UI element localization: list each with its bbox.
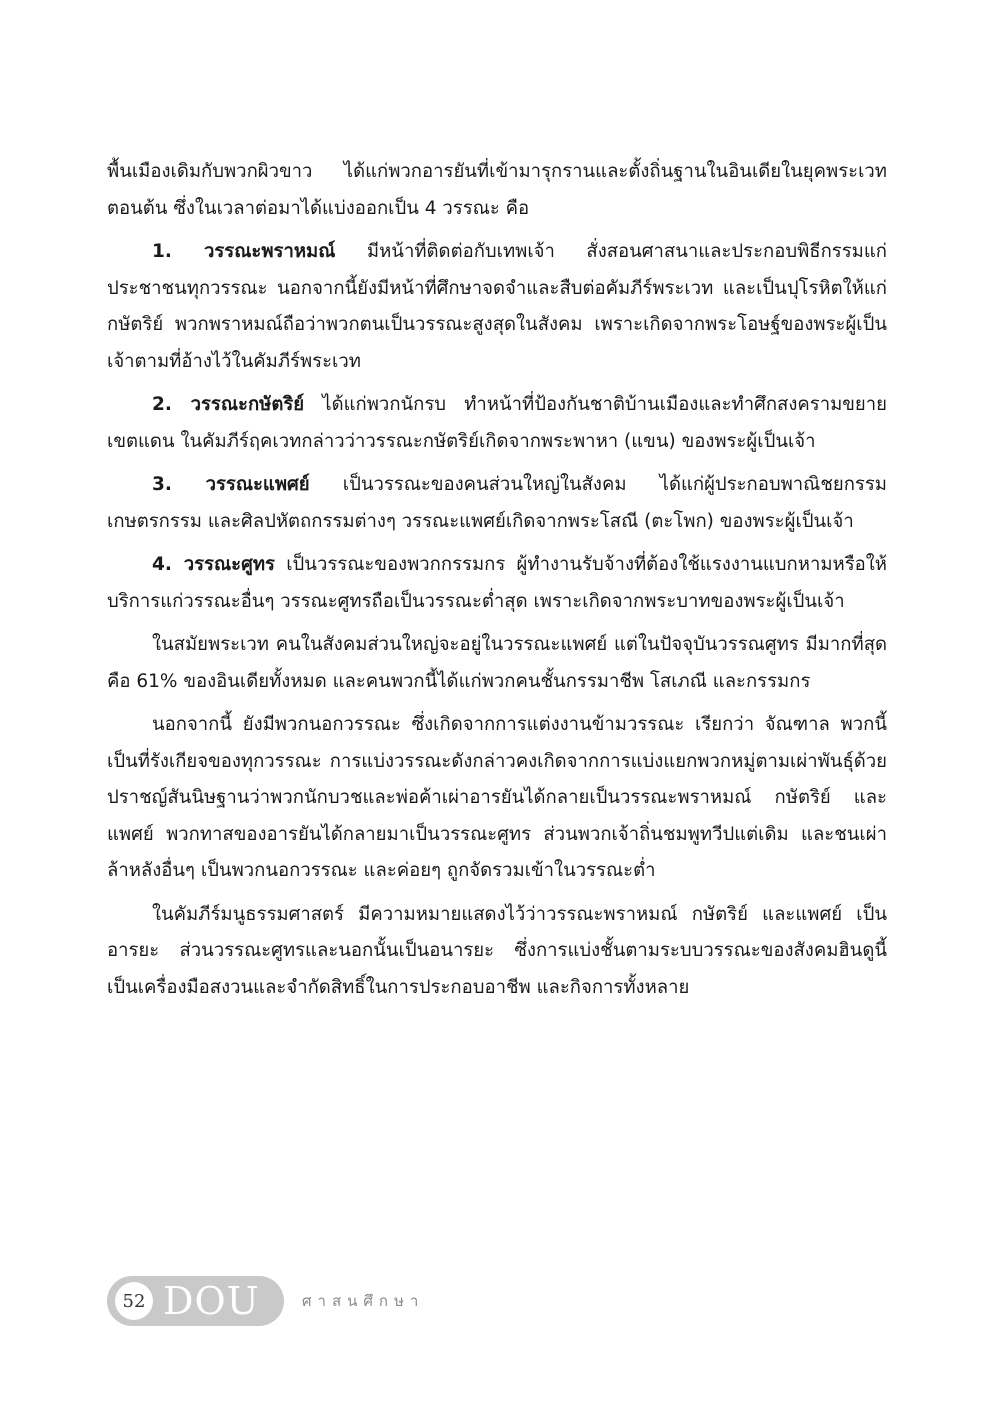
caste-label: 2. วรรณะกษัตริย์: [152, 394, 305, 415]
caste-item-vaishya: [107, 467, 887, 540]
caste-description: มีหน้าที่ติดต่อกับเทพเจ้า สั่งสอนศาสนาและประกอบพิธีกรรมแก่ประชาชนทุกวรรณะ นอกจากนี้ยังมีหน้าที่ศึกษาจดจำและสืบต่อคัมภีร์พระเวท และเป็นปุโรหิตให้แก่กษัตริย์ พวกพราหมณ์ถือว่าพวกตนเป็นวรรณะสูงสุดในสังคม เพราะเกิดจากพระโอษฐ์ของพระผู้เป็นเจ้าตามที่อ้างไว้ในคัมภีร์พระเวท: [107, 241, 887, 372]
page-body: [107, 154, 887, 1013]
caste-description: ได้แก่พวกนักรบ ทำหน้าที่ป้องกันชาติบ้านเมืองและทำศึกสงครามขยายเขตแดน ในคัมภีร์ฤคเวทกล่าวว่าวรรณะกษัตริย์เกิดจากพระพาหา (แขน) ของพระผู้เป็นเจ้า: [107, 394, 887, 452]
caste-item-kshatriya: [107, 387, 887, 460]
paragraph-outcaste: นอกจากนี้ ยังมีพวกนอกวรรณะ ซึ่งเกิดจากการแต่งงานข้ามวรรณะ เรียกว่า จัณฑาล พวกนี้เป็นที่รังเกียจของทุกวรรณะ การแบ่งวรรณะดังกล่าวคงเกิดจากการแบ่งแยกพวกหมู่ตามเผ่าพันธุ์ด้วย ปราชญ์สันนิษฐานว่าพวกนักบวชและพ่อค้าเผ่าอารยันได้กลายเป็นวรรณะพราหมณ์ กษัตริย์ และแพศย์ พวกทาสของอารยันได้กลายมาเป็นวรรณะศูทร ส่วนพวกเจ้าถิ่นชมพูทวีปแต่เดิม และชนเผ่าล้าหลังอื่นๆ เป็นพวกนอกวรรณะ และค่อยๆ ถูกจัดรวมเข้าในวรรณะต่ำ: [107, 714, 887, 881]
caste-description: เป็นวรรณะของพวกกรรมกร ผู้ทำงานรับจ้างที่ต้องใช้แรงงานแบกหามหรือให้บริการแก่วรรณะอื่นๆ วรรณะศูทรถือเป็นวรรณะต่ำสุด เพราะเกิดจากพระบาทของพระผู้เป็นเจ้า: [107, 554, 887, 612]
page-footer: [107, 1276, 424, 1326]
caste-description: เป็นวรรณะของคนส่วนใหญ่ในสังคม ได้แก่ผู้ประกอบพาณิชยกรรม เกษตรกรรม และศิลปหัตถกรรมต่างๆ วรรณะแพศย์เกิดจากพระโสณี (ตะโพก) ของพระผู้เป็นเจ้า: [107, 474, 888, 532]
caste-label: 4. วรรณะศูทร: [152, 554, 275, 575]
paragraph-manu: ในคัมภีร์มนูธรรมศาสตร์ มีความหมายแสดงไว้ว่าวรรณะพราหมณ์ กษัตริย์ และแพศย์ เป็นอารยะ ส่วนวรรณะศูทรและนอกนั้นเป็นอนารยะ ซึ่งการแบ่งชั้นตามระบบวรรณะของสังคมฮินดูนี้เป็นเครื่องมือสงวนและจำกัดสิทธิ์ในการประกอบอาชีพ และกิจการทั้งหลาย: [107, 903, 887, 998]
dou-logo: DOU: [163, 1279, 260, 1323]
page-number: 52: [115, 1282, 153, 1320]
paragraph-vedic-era: ในสมัยพระเวท คนในสังคมส่วนใหญ่จะอยู่ในวรรณะแพศย์ แต่ในปัจจุบันวรรณศูทร มีมากที่สุดคือ 61% ของอินเดียทั้งหมด และคนพวกนี้ได้แก่พวกคนชั้นกรรมาชีพ โสเภณี และกรรมกร: [107, 634, 887, 692]
caste-item-shudra: [107, 547, 887, 620]
caste-label: 1. วรรณะพราหมณ์: [152, 241, 336, 262]
caste-item-brahmin: [107, 234, 887, 380]
paragraph-intro: พื้นเมืองเดิมกับพวกผิวขาว ได้แก่พวกอารยันที่เข้ามารุกรานและตั้งถิ่นฐานในอินเดียในยุคพระเวทตอนต้น ซึ่งในเวลาต่อมาได้แบ่งออกเป็น 4 วรรณะ คือ: [107, 161, 887, 219]
caste-label: 3. วรรณะแพศย์: [152, 474, 310, 495]
footer-badge: [107, 1276, 284, 1326]
footer-subject: ศาสนศึกษา: [302, 1292, 425, 1310]
